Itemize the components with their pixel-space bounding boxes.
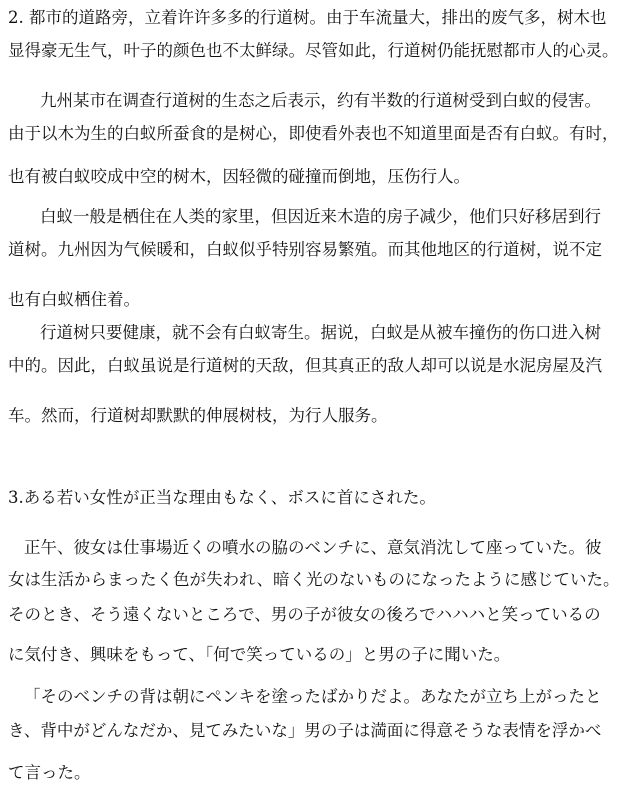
- ja-line-8: て言った。: [8, 763, 91, 782]
- ja-line-6: 「そのベンチの背は朝にペンキを塗ったばかりだよ。あなたが立ち上がったと: [24, 687, 602, 706]
- zh-line-7: 道树。九州因为气候暖和，白蚁似乎特别容易繁殖。而其他地区的行道树，说不定: [8, 240, 602, 259]
- ja-line-1: 3.ある若い女性が正当な理由もなく、ボスに首にされた。: [8, 488, 436, 507]
- zh-line-8: 也有白蚁栖住着。: [8, 290, 140, 309]
- ja-line-2: 正午、彼女は仕事場近くの噴水の脇のベンチに、意気消沈して座っていた。彼: [24, 538, 602, 557]
- ja-line-4: そのとき、そう遠くないところで、男の子が彼女の後ろでハハハと笑っているの: [8, 605, 601, 624]
- ja-line-3: 女は生活からまったく色が失われ、暗く光のないものになったように感じていた。: [8, 570, 620, 589]
- zh-line-1: 2. 都市的道路旁，立着许许多多的行道树。由于车流量大，排出的废气多，树木也: [8, 8, 607, 27]
- ja-line-7: き、背中がどんなだか、見てみたいな」男の子は満面に得意そうな表情を浮かべ: [8, 721, 602, 740]
- zh-line-11: 车。然而，行道树却默默的伸展树枝，为行人服务。: [8, 406, 388, 425]
- zh-line-10: 中的。因此，白蚁虽说是行道树的天敌，但其真正的敌人却可以说是水泥房屋及汽: [8, 356, 602, 375]
- zh-line-2: 显得豪无生气，叶子的颜色也不太鲜绿。尽管如此，行道树仍能抚慰都市人的心灵。: [8, 41, 619, 60]
- zh-line-6: 白蚁一般是栖住在人类的家里，但因近来木造的房子减少，他们只好移居到行: [40, 207, 601, 226]
- zh-line-9: 行道树只要健康，就不会有白蚁寄生。据说，白蚁是从被车撞伤的伤口进入树: [40, 323, 601, 342]
- zh-line-3: 九州某市在调查行道树的生态之后表示，约有半数的行道树受到白蚁的侵害。: [40, 91, 601, 110]
- ja-line-5: に気付き、興味をもって、「何で笑っているの」と男の子に聞いた。: [8, 645, 511, 664]
- zh-line-5: 也有被白蚁咬成中空的树木，因轻微的碰撞而倒地，压伤行人。: [8, 167, 470, 186]
- zh-line-4: 由于以木为生的白蚁所蚕食的是树心，即使看外表也不知道里面是否有白蚁。有时，: [8, 124, 619, 143]
